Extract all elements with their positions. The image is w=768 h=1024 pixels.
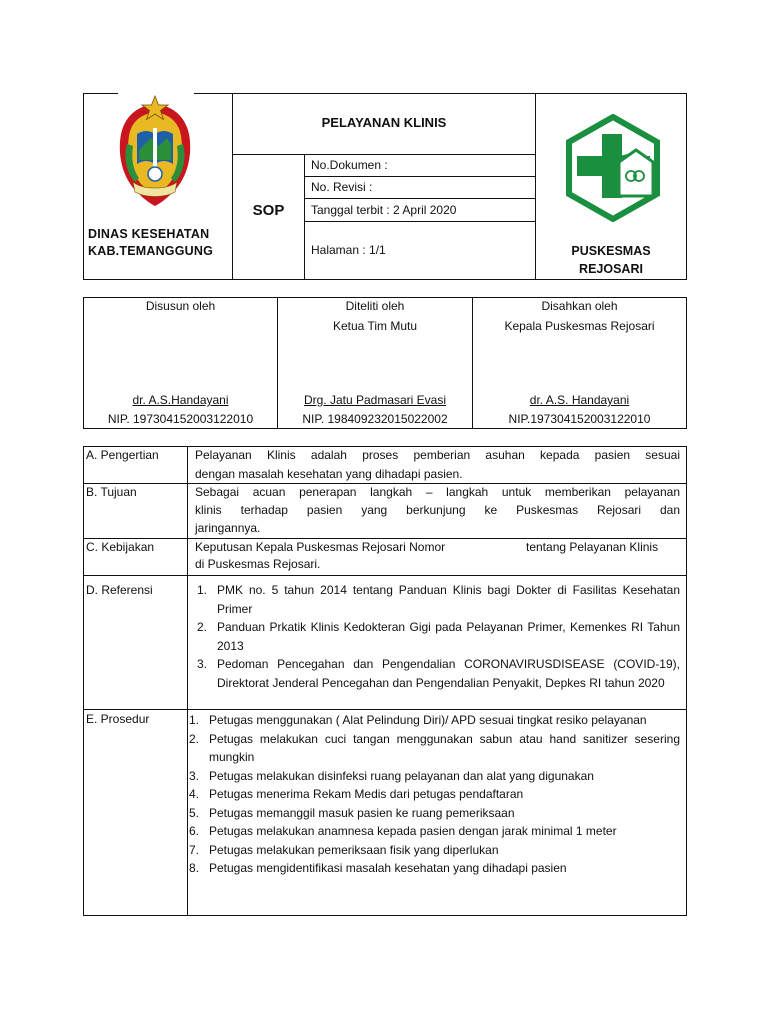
list-text: Petugas melakukan pemeriksaan fisik yang diperlukan (209, 842, 499, 857)
sop-label: SOP (252, 202, 285, 219)
puskesmas-logo (564, 114, 662, 222)
list-item (181, 822, 680, 841)
kabupaten-temanggung-logo (113, 94, 197, 212)
list-number: 1. (189, 713, 200, 727)
org-name-right-line1: PUSKESMAS (571, 244, 651, 258)
list-text: Petugas melakukan anamnesa kepada pasien dengan jarak minimal 1 meter (209, 824, 617, 838)
list-number: 4. (189, 787, 200, 801)
list-text: Petugas menerima Rekam Medis dari petugas pendaftaran (209, 787, 524, 801)
list-text: Petugas melakukan disinfeksi ruang pelayanan dan alat yang digunakan (209, 768, 594, 783)
section-d-label: D. Referensi (86, 583, 153, 597)
section-a-line-1: Pelayanan Klinis adalah proses pemberian asuhan kepada pasien sesuai (195, 448, 680, 462)
list-item (189, 581, 680, 618)
signature-nip-2: NIP. 198409232015022002 (302, 412, 448, 426)
signature-name-1: dr. A.S.Handayani (132, 393, 229, 407)
signature-nip-1: NIP. 197304152003122010 (107, 412, 254, 426)
list-number: 8. (189, 861, 200, 875)
list-number: 1. (197, 583, 208, 597)
list-item (181, 841, 680, 860)
list-text: Panduan Prkatik Klinis Kedokteran Gigi pada Pelayanan Primer, Kemenkes RI Tahun 2013 (217, 620, 680, 653)
section-c-line-1a: Keputusan Kepala Puskesmas Rejosari Nomor (195, 540, 446, 554)
list-number: 2. (197, 620, 208, 634)
signature-nip-3: NIP.197304152003122010 (508, 412, 651, 426)
org-name-left: DINAS KESEHATAN KAB.TEMANGGUNG (88, 227, 214, 258)
revision-number: No. Revisi : (311, 180, 373, 194)
section-c-line-2: di Puskesmas Rejosari. (195, 557, 321, 571)
list-text: PMK no. 5 tahun 2014 tentang Panduan Klinis bagi Dokter di Fasilitas Kesehatan Primer (217, 583, 680, 616)
list-item (181, 804, 680, 823)
list-number: 7. (189, 842, 200, 857)
list-text: Petugas mengidentifikasi masalah kesehatan yang dihadapi pasien (209, 861, 567, 875)
section-c-line-1b: tentang Pelayanan Klinis (526, 540, 659, 554)
list-item (181, 767, 680, 786)
signature-name-3: dr. A.S. Handayani (529, 393, 630, 407)
list-text: Petugas menggunakan ( Alat Pelindung Diri)/ APD sesuai tingkat resiko pelayanan (209, 713, 647, 727)
section-c-label: C. Kebijakan (86, 540, 155, 554)
section-e-label: E. Prosedur (86, 712, 150, 726)
list-text: Petugas melakukan cuci tangan menggunakan sabun atau hand sanitizer sesering mungkin (209, 731, 680, 764)
list-number: 3. (197, 657, 208, 671)
signature-name-2: Drg. Jatu Padmasari Evasi (303, 393, 447, 407)
page-number: Halaman : 1/1 (311, 243, 386, 257)
issue-date: Tanggal terbit : 2 April 2020 (311, 203, 457, 217)
section-d-list (189, 581, 680, 692)
signature-position-3: Kepala Puskesmas Rejosari (504, 319, 655, 333)
list-item (181, 730, 680, 767)
list-number: 2. (189, 731, 200, 746)
list-item (181, 785, 680, 804)
signature-role-1: Disusun oleh (145, 299, 216, 313)
list-number: 5. (189, 805, 200, 820)
list-item (181, 859, 680, 878)
signature-role-3: Disahkan oleh (541, 299, 618, 313)
document-number: No.Dokumen : (311, 158, 388, 172)
section-b-label: B. Tujuan (86, 485, 137, 499)
document-title: PELAYANAN KLINIS (321, 115, 447, 130)
section-e-list (181, 711, 680, 878)
list-number: 3. (189, 768, 200, 783)
list-item (189, 618, 680, 655)
list-text: Pedoman Pencegahan dan Pengendalian CORONAVIRUSDISEASE (COVID-19), Direktorat Jenderal Pencegahan dan Pengendalian Penyakit, Depkes RI tahun 2020 (217, 657, 680, 690)
signature-role-2: Diteliti oleh (345, 299, 405, 313)
section-b-line-1: Sebagai acuan penerapan langkah – langkah untuk memberikan pelayanan (195, 485, 680, 499)
list-number: 6. (189, 824, 200, 838)
signature-position-2: Ketua Tim Mutu (332, 319, 418, 333)
org-name-right-line2: REJOSARI (579, 262, 643, 276)
list-item (181, 711, 680, 730)
section-b-line-3: jaringannya. (195, 521, 261, 535)
section-b-line-2: klinis terhadap pasien yang berkunjung ke Puskesmas Rejosari dan (195, 503, 680, 517)
list-text: Petugas memanggil masuk pasien ke ruang pemeriksaan (209, 805, 515, 820)
section-a-line-2: dengan masalah kesehatan yang dihadapi pasien. (195, 467, 463, 481)
list-item (189, 655, 680, 692)
section-a-label: A. Pengertian (86, 448, 159, 462)
